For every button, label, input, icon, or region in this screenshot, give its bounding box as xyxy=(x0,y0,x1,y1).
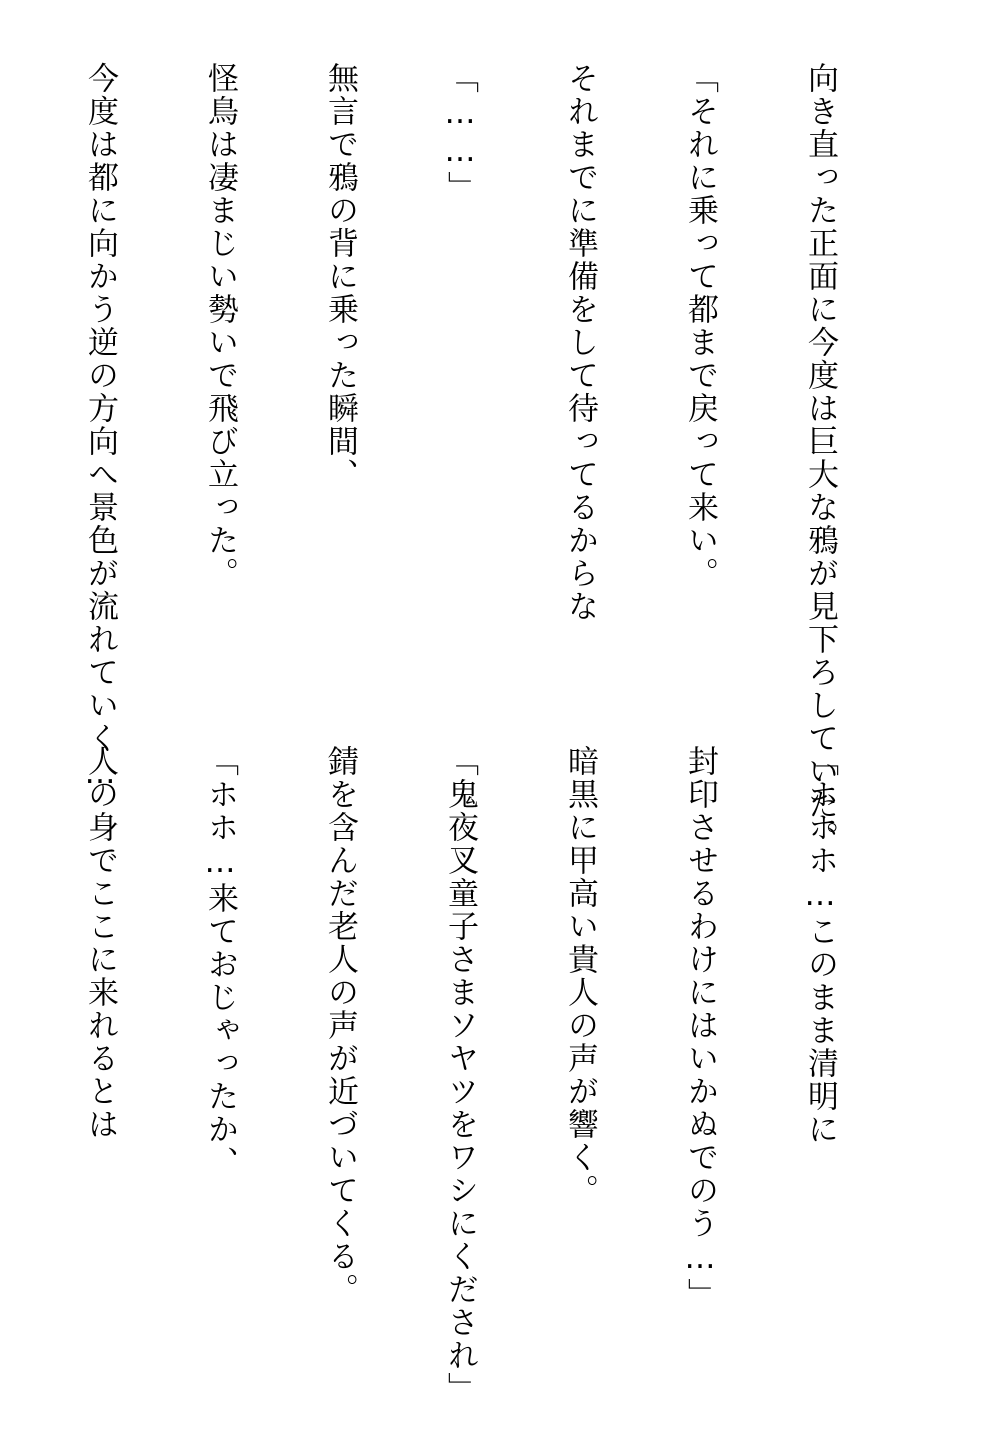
text-line: 今度は都に向かう逆の方向へ景色が流れていく… xyxy=(82,62,118,793)
text-line: 封印させるわけにはいかぬでのう…」 xyxy=(682,745,718,1311)
text-line: 錆を含んだ老人の声が近づいてくる。 xyxy=(322,745,358,1306)
text-line: 向き直った正面に今度は巨大な鴉が見下ろしていた。 xyxy=(802,62,838,854)
text-line: 「ホホホ…このまま清明に xyxy=(802,745,838,1146)
text-line: 「それに乗って都まで戻って来い。 xyxy=(682,62,718,590)
text-line: 怪鳥は凄まじい勢いで飛び立った。 xyxy=(202,62,238,590)
text-line: 無言で鴉の背に乗った瞬間、 xyxy=(322,62,358,491)
text-line: 「ホホ…来ておじゃったか、 xyxy=(202,745,238,1179)
text-line: 暗黒に甲高い貴人の声が響く。 xyxy=(562,745,598,1207)
text-block-top xyxy=(0,62,920,854)
text-line: それまでに準備をして待ってるからな xyxy=(562,62,598,623)
text-block-bottom xyxy=(0,745,920,1405)
text-line: 人の身でここに来れるとは xyxy=(82,745,118,1141)
text-line: 「……」 xyxy=(442,62,478,204)
text-line: 「鬼夜叉童子さまソヤツをワシにくだされ」 xyxy=(442,745,478,1405)
